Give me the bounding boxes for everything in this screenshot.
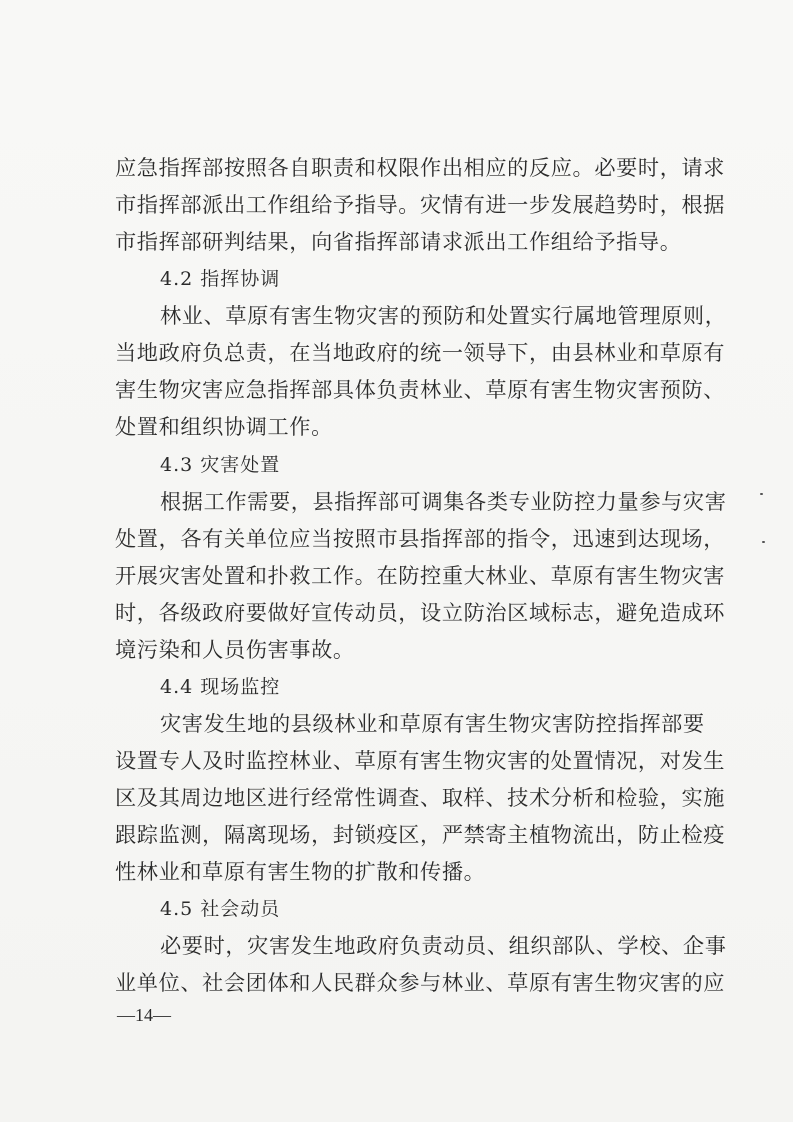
paragraph-line: 必要时，灾害发生地政府负责动员、组织部队、学校、企事 bbox=[160, 933, 727, 958]
section-heading-4-4: 4.4 现场监控 bbox=[160, 676, 281, 698]
paragraph-line: 处置和组织协调工作。 bbox=[115, 414, 333, 439]
paragraph-line: 设置专人及时监控林业、草原有害生物灾害的处置情况，对发生 bbox=[115, 748, 726, 773]
paragraph-line: 林业、草原有害生物灾害的预防和处置实行属地管理原则， bbox=[160, 303, 727, 328]
paragraph-line: 境污染和人员伤害事故。 bbox=[115, 637, 355, 662]
paragraph-line: 跟踪监测，隔离现场，封锁疫区，严禁寄主植物流出，防止检疫 bbox=[115, 822, 726, 847]
paragraph-line: 市指挥部派出工作组给予指导。灾情有进一步发展趋势时，根据 bbox=[115, 192, 726, 217]
paragraph-line: 区及其周边地区进行经常性调查、取样、技术分析和检验，实施 bbox=[115, 785, 726, 810]
paragraph-line: 当地政府负总责，在当地政府的统一领导下，由县林业和草原有 bbox=[115, 340, 726, 365]
paragraph-line: 处置，各有关单位应当按照市县指挥部的指令，迅速到达现场， bbox=[115, 526, 726, 551]
section-heading-4-5: 4.5 社会动员 bbox=[160, 898, 281, 920]
paragraph-line: 市指挥部研判结果，向省指挥部请求派出工作组给予指导。 bbox=[115, 229, 682, 254]
paragraph-line: 时，各级政府要做好宣传动员，设立防治区域标志，避免造成环 bbox=[115, 600, 726, 625]
paragraph-line: 应急指挥部按照各自职责和权限作出相应的反应。必要时，请求 bbox=[115, 155, 726, 180]
paragraph-line: 性林业和草原有害生物的扩散和传播。 bbox=[115, 859, 486, 884]
paragraph-line: 害生物灾害应急指挥部具体负责林业、草原有害生物灾害预防、 bbox=[115, 377, 726, 402]
page-number: —14— bbox=[117, 1005, 171, 1025]
paragraph-line: 业单位、社会团体和人民群众参与林业、草原有害生物灾害的应 bbox=[115, 970, 726, 995]
scan-speck bbox=[760, 493, 763, 495]
paragraph-line: 根据工作需要，县指挥部可调集各类专业防控力量参与灾害 bbox=[160, 489, 727, 514]
paragraph-line: 开展灾害处置和扑救工作。在防控重大林业、草原有害生物灾害 bbox=[115, 563, 726, 588]
paragraph-line: 灾害发生地的县级林业和草原有害生物灾害防控指挥部要 bbox=[160, 711, 705, 736]
section-heading-4-3: 4.3 灾害处置 bbox=[160, 454, 281, 476]
section-heading-4-2: 4.2 指挥协调 bbox=[160, 268, 281, 290]
scan-speck bbox=[762, 541, 765, 543]
